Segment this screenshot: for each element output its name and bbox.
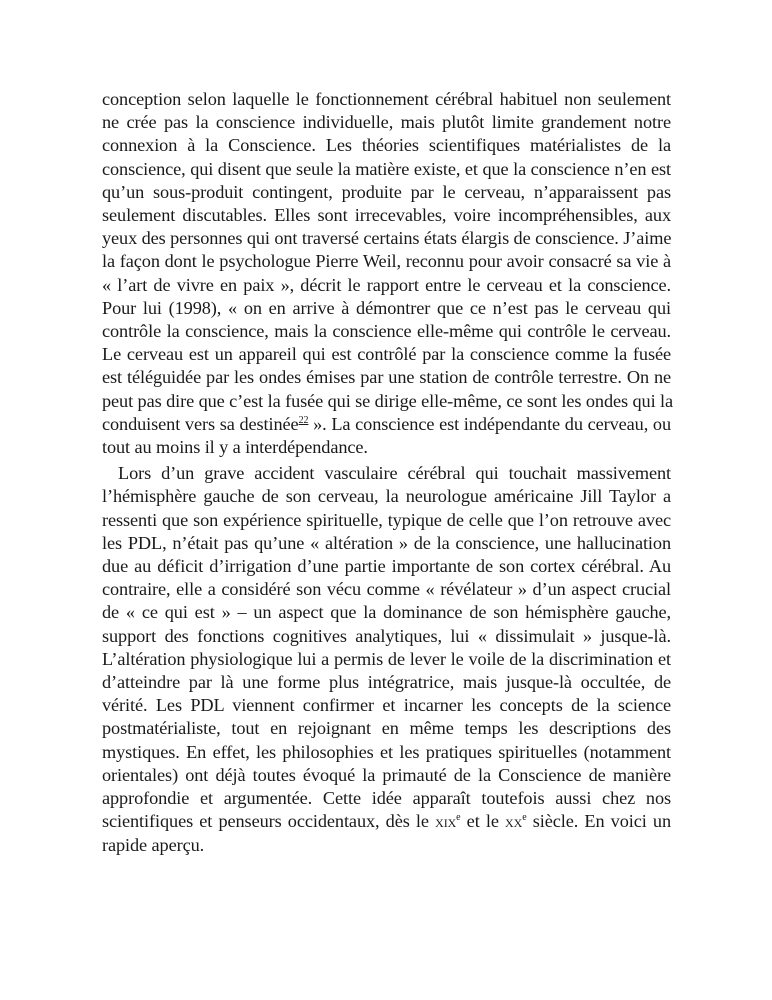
text-line: les PDL, n’était pas qu’une « altération » de la conscience, une hallucination <box>102 532 671 553</box>
text-line: mystiques. En effet, les philosophies et les pratiques spirituelles (notamment <box>102 741 671 762</box>
text-line: vérité. Les PDL viennent confirmer et incarner les concepts de la science <box>102 695 671 716</box>
text-line: la façon dont le psychologue Pierre Weil, reconnu pour avoir consacré sa vie à <box>102 251 671 272</box>
text-line: rapide aperçu. <box>102 834 205 855</box>
text-fragment: ». La conscience est indépendante du cerveau, ou <box>308 413 672 434</box>
text-line: orientales) ont déjà toutes évoqué la primauté de la Conscience de manière <box>102 764 671 785</box>
text-line: postmatérialiste, tout en rejoignant en même temps les descriptions des <box>102 718 671 739</box>
text-line-with-footnote <box>102 413 671 436</box>
text-fragment: et le <box>460 811 506 832</box>
text-line: Pour lui (1998), « on en arrive à démontrer que ce n’est pas le cerveau qui <box>102 297 671 318</box>
text-line: due au déficit d’irrigation d’une partie importante de son cortex cérébral. Au <box>102 556 671 577</box>
text-line: L’altération physiologique lui a permis de lever le voile de la discrimination et <box>102 648 671 669</box>
text-fragment: scientifiques et penseurs occidentaux, dès le <box>102 811 436 832</box>
text-fragment: conduisent vers sa destinée <box>102 413 299 434</box>
text-line: d’atteindre par là une forme plus intégratrice, mais jusque-là occultée, de <box>102 672 671 693</box>
text-line: Lors d’un grave accident vasculaire cérébral qui touchait massivement <box>118 463 671 484</box>
text-line: connexion à la Conscience. Les théories scientifiques matérialistes de la <box>102 135 671 156</box>
century-superscript: e <box>522 812 527 824</box>
paragraph-1 <box>102 88 674 459</box>
text-line: ressenti que son expérience spirituelle, typique de celle que l’on retrouve avec <box>102 509 671 530</box>
text-line: contraire, elle a considéré son vécu comme « révélateur » d’un aspect crucial <box>102 579 671 600</box>
century-superscript: e <box>456 812 461 824</box>
document-page <box>102 88 674 857</box>
text-line: Le cerveau est un appareil qui est contrôlé par la conscience comme la fusée <box>102 344 671 365</box>
text-line: l’hémisphère gauche de son cerveau, la neurologue américaine Jill Taylor a <box>102 486 671 507</box>
text-line: seulement discutables. Elles sont irrecevables, voire incompréhensibles, aux <box>102 205 671 226</box>
text-fragment: siècle. En voici un <box>526 811 671 832</box>
text-line: qu’un sous-produit contingent, produite par le cerveau, n’apparaissent pas <box>102 181 671 202</box>
text-line: peut pas dire que c’est la fusée qui se dirige elle-même, ce sont les ondes qui la <box>102 390 674 411</box>
century-numeral: xix <box>435 812 457 832</box>
text-line: ne crée pas la conscience individuelle, mais plutôt limite grandement notre <box>102 112 671 133</box>
text-line: « l’art de vivre en paix », décrit le rapport entre le cerveau et la conscience. <box>102 274 671 295</box>
text-line: contrôle la conscience, mais la conscience elle-même qui contrôle le cerveau. <box>102 321 671 342</box>
paragraph-2 <box>102 462 671 856</box>
text-line: tout au moins il y a interdépendance. <box>102 437 368 458</box>
text-line: approfondie et argumentée. Cette idée apparaît toutefois aussi chez nos <box>102 788 671 809</box>
text-line: support des fonctions cognitives analytiques, lui « dissimulait » jusque-là. <box>102 625 671 646</box>
text-line: de « ce qui est » – un aspect que la dominance de son hémisphère gauche, <box>102 602 671 623</box>
text-line-with-centuries <box>102 810 671 833</box>
text-line: est téléguidée par les ondes émises par une station de contrôle terrestre. On ne <box>102 367 671 388</box>
footnote-reference[interactable]: 22 <box>298 414 309 426</box>
text-line: conscience, qui disent que seule la matière existe, et que la conscience n’en est <box>102 158 671 179</box>
century-numeral: xx <box>505 812 523 832</box>
text-line: conception selon laquelle le fonctionnement cérébral habituel non seulement <box>102 89 671 109</box>
text-line: yeux des personnes qui ont traversé certains états élargis de conscience. J’aime <box>102 228 672 249</box>
